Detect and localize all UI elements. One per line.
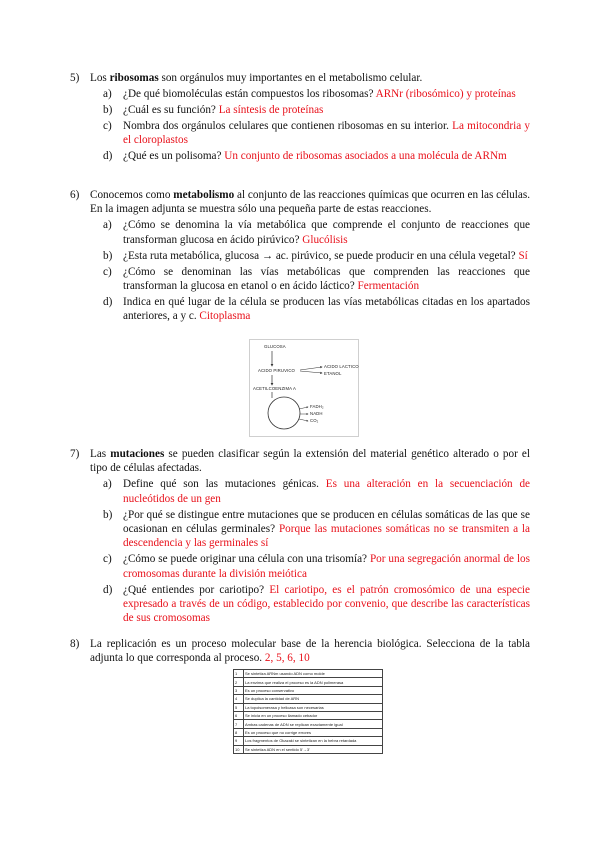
question-text: Nombra dos orgánulos celulares que contienen ribosomas en su interior. xyxy=(123,119,453,132)
question-text: ¿Por qué se distingue entre mutaciones que se producen en células somáticas de las que se ocasionan en células germinales? xyxy=(123,508,530,536)
answer-text: Por una segregación anormal de los cromosomas durante la división meiótica xyxy=(123,553,531,580)
sub-question-c: c) ¿Cómo se puede originar una célula con una trisomía? Por una segregación anormal de los cromosomas durante la división meiótica xyxy=(103,553,531,580)
answer-text: Citoplasma xyxy=(199,310,251,323)
label-glucose: GLUCOSA xyxy=(264,344,286,349)
table-row: 8 Es un proceso que no corrige errores xyxy=(234,728,383,736)
label-co2: CO₂ xyxy=(310,418,319,423)
question-number: 8) xyxy=(70,638,80,650)
answer-text: Fermentación xyxy=(357,279,420,292)
label-lactic-acid: ACIDO LACTICO xyxy=(324,364,359,369)
label-acetyl-coa: ACETILCOENZIMA A xyxy=(253,386,296,391)
sub-question-b: b) ¿Cuál es su función? La síntesis de proteínas xyxy=(103,103,324,116)
sub-question-a: a) ¿Cómo se denomina la vía metabólica que comprende el conjunto de reacciones que transforman glucosa en ácido pirúvico? Glucólisis xyxy=(103,219,530,246)
table-row: 10 Se sintetiza ADN en el sentido 5'→3' xyxy=(234,745,383,753)
question-text: Indica en qué lugar de la célula se producen las vías metabólicas citadas en los apartados anteriores, a y c. xyxy=(123,295,530,323)
question-number: 5) xyxy=(70,72,80,84)
table-row: 4 Se duplica la cantidad de ARN xyxy=(234,695,383,703)
sub-question-a: a) Define qué son las mutaciones génicas. Es una alteración en la secuenciación de nucleótidos de un gen xyxy=(103,478,531,505)
table-row: 6 Se inicia en un proceso llamado cebador xyxy=(234,711,383,719)
question-text: ¿Cómo se denomina la vía metabólica que comprende el conjunto de reacciones que transforman glucosa en ácido pirúvico? xyxy=(123,219,530,246)
answer-text: ARNr (ribosómico) y proteínas xyxy=(375,87,516,100)
label-fadh2: FADH₂ xyxy=(310,404,324,409)
sub-question-d: d) ¿Qué es un polisoma? Un conjunto de ribosomas asociados a una molécula de ARNm xyxy=(103,150,507,163)
key-term: mutaciones xyxy=(110,448,165,460)
question-7 xyxy=(70,447,531,626)
answer-text: 2, 5, 6, 10 xyxy=(264,652,310,665)
question-6 xyxy=(70,188,531,324)
answer-text: Glucólisis xyxy=(302,233,348,246)
question-text: ¿Cómo se puede originar una célula con una trisomía? xyxy=(123,553,370,566)
question-intro: La replicación es un proceso molecular base de la herencia biológica. Selecciona de la tabla adjunta lo que corresponda al proceso. 2, 5, 6, 10 xyxy=(90,638,530,665)
table-row: 9 Los fragmentos de Okazaki se sintetizan en la hebra retardada xyxy=(234,737,383,745)
answer-text: La síntesis de proteínas xyxy=(218,103,324,116)
table-row: 2 La enzima que realiza el proceso es la ADN polimerasa xyxy=(234,678,383,686)
key-term: metabolismo xyxy=(173,189,235,201)
answer-text: Porque las mutaciones somáticas no se transmiten a la descendencia y las germinales sí xyxy=(123,523,530,550)
label-ethanol: ETANOL xyxy=(324,371,342,376)
answer-text: Un conjunto de ribosomas asociados a una molécula de ARNm xyxy=(224,150,507,163)
question-8 xyxy=(70,637,530,666)
question-number: 7) xyxy=(70,448,80,460)
sub-question-a: a) ¿De qué biomoléculas están compuestos los ribosomas? ARNr (ribosómico) y proteínas xyxy=(103,87,516,100)
table-row: 7 Ambas cadenas de ADN se replican exactamente igual xyxy=(234,720,383,728)
question-text: ¿Esta ruta metabólica, glucosa → ac. pirúvico, se puede producir en una célula vegetal? xyxy=(123,249,519,262)
question-5 xyxy=(70,71,530,163)
question-number: 6) xyxy=(70,189,80,201)
answer-text: Es una alteración en la secuenciación de nucleótidos de un gen xyxy=(123,478,531,505)
sub-question-b: b) ¿Esta ruta metabólica, glucosa → ac. pirúvico, se puede producir en una célula vegetal? Sí xyxy=(103,249,528,262)
question-text: ¿Cómo se denominan las vías metabólicas que comprenden las reacciones que transforman la glucosa en etanol o en ácido láctico? xyxy=(123,265,530,292)
replication-options-table xyxy=(233,669,383,754)
table-row: 5 La topoisomerasa y helicasa son necesarias xyxy=(234,703,383,711)
question-text: ¿Cuál es su función? xyxy=(123,103,219,116)
sub-question-d: d) Indica en qué lugar de la célula se producen las vías metabólicas citadas en los apartados anteriores, a y c. Citoplasma xyxy=(103,295,530,323)
question-text: ¿Qué entiendes por cariotipo? xyxy=(123,583,270,596)
arrow-pyruvate-lactate xyxy=(300,367,322,370)
krebs-cycle xyxy=(268,397,300,429)
sub-question-b: b) ¿Por qué se distingue entre mutaciones que se producen en células somáticas de las que se ocasionan en células germinales? Porque las mutaciones somáticas no se transmiten a la descendencia y las germinales sí xyxy=(103,508,530,550)
metabolism-diagram xyxy=(249,339,359,437)
answer-text: El cariotipo, es el patrón cromosómico de una especie expresado a través de un código, establecido por convenio, que describe las características de sus cromosomas xyxy=(123,583,530,625)
question-text: ¿De qué biomoléculas están compuestos los ribosomas? xyxy=(123,87,376,100)
table-row: 3 Es un proceso conservativo xyxy=(234,686,383,694)
arrow-pyruvate-ethanol xyxy=(300,371,322,373)
question-intro: Los ribosomas son orgánulos muy importantes en el metabolismo celular. xyxy=(90,72,423,84)
table-row: 1 Se sintetiza ARNm usando ADN como molde xyxy=(234,670,383,678)
label-pyruvic-acid: ACIDO PIRUVICO xyxy=(258,368,295,373)
question-intro: Conocemos como metabolismo al conjunto de las reacciones químicas que ocurren en las células. En la imagen adjunta se muestra sólo una pequeña parte de estas reacciones. xyxy=(90,189,531,216)
label-nadh: NADH xyxy=(310,411,323,416)
question-intro: Las mutaciones se pueden clasificar según la extensión del material genético alterado o por el tipo de células afectadas. xyxy=(90,448,530,475)
sub-question-c: c) ¿Cómo se denominan las vías metabólicas que comprenden las reacciones que transforman la glucosa en etanol o en ácido láctico? Fermentación xyxy=(103,265,530,292)
answer-text: La mitocondria y el cloroplastos xyxy=(123,119,530,147)
sub-question-d: d) ¿Qué entiendes por cariotipo? El cariotipo, es el patrón cromosómico de una especie expresado a través de un código, establecido por convenio, que describe las características de sus cromosomas xyxy=(103,583,530,625)
sub-question-c: c) Nombra dos orgánulos celulares que contienen ribosomas en su interior. La mitocondria y el cloroplastos xyxy=(103,119,530,147)
answer-text: Sí xyxy=(518,249,528,262)
question-text: ¿Qué es un polisoma? xyxy=(123,150,225,163)
question-text: Define qué son las mutaciones génicas. xyxy=(123,478,326,491)
key-term: ribosomas xyxy=(109,72,159,84)
